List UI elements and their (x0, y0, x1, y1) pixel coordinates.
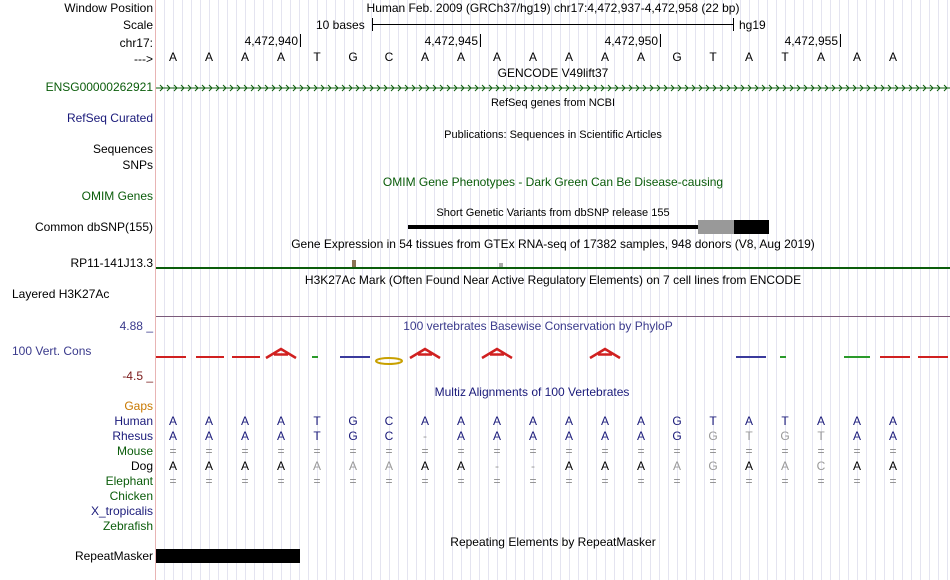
alignment-base: - (531, 459, 535, 473)
alignment-base: A (240, 459, 249, 473)
alignment-base: A (168, 414, 177, 428)
label-sequences[interactable]: Sequences (92, 142, 153, 156)
alignment-base: = (853, 474, 861, 488)
base-letter: A (420, 50, 429, 64)
alignment-base: = (673, 474, 681, 488)
label-dbsnp[interactable]: Common dbSNP(155) (34, 220, 153, 234)
alignment-base: A (168, 459, 177, 473)
publications-title: Publications: Sequences in Scientific Articles (444, 129, 662, 141)
alignment-base: = (457, 444, 465, 458)
alignment-base: A (456, 414, 465, 428)
alignment-base: = (493, 474, 501, 488)
alignment-base: = (205, 474, 213, 488)
alignment-base: = (745, 474, 753, 488)
scale-bar (372, 24, 734, 25)
track-labels (0, 0, 155, 580)
alignment-base: = (637, 474, 645, 488)
alignment-base: A (744, 414, 753, 428)
alignment-base: = (781, 444, 789, 458)
assembly-label: hg19 (739, 18, 766, 32)
alignment-base: = (493, 444, 501, 458)
alignment-base: A (204, 414, 213, 428)
scale-bar-left-cap (372, 18, 373, 31)
alignment-base: A (600, 429, 609, 443)
ruler-tick-mark (660, 34, 661, 47)
ruler-tick-mark (300, 34, 301, 47)
alignment-base: = (529, 474, 537, 488)
alignment-base: A (456, 459, 465, 473)
label-gaps[interactable]: Gaps (124, 399, 153, 413)
alignment-base: A (348, 459, 357, 473)
alignment-base: A (816, 414, 825, 428)
label-scale: Scale (122, 18, 153, 32)
alignment-base: A (528, 429, 537, 443)
alignment-base: = (781, 474, 789, 488)
alignment-base: = (277, 474, 285, 488)
alignment-base: = (457, 474, 465, 488)
alignment-base: T (313, 414, 321, 428)
alignment-base: A (564, 414, 573, 428)
alignment-base: T (817, 429, 825, 443)
phylop-mark (736, 356, 766, 358)
gencode-gene-feature[interactable] (156, 82, 950, 94)
phylop-mark (376, 358, 402, 364)
label-cons-min: -4.5 _ (122, 369, 153, 383)
phylop-mark (482, 349, 512, 358)
base-letter: G (672, 50, 682, 64)
phylop-mark (266, 349, 296, 358)
alignment-base: = (565, 444, 573, 458)
scale-bar-label: 10 bases (316, 18, 365, 32)
ruler-tick-mark (480, 34, 481, 47)
alignment-base: T (313, 429, 321, 443)
label-refseq[interactable]: RefSeq Curated (66, 111, 153, 125)
alignment-base: A (636, 414, 645, 428)
label-snps[interactable]: SNPs (122, 158, 153, 172)
base-letter: A (852, 50, 861, 64)
alignment-base: = (565, 474, 573, 488)
phylop-mark (410, 349, 440, 358)
alignment-base: = (241, 444, 249, 458)
base-letter: A (888, 50, 897, 64)
phylop-mark (340, 356, 370, 358)
alignment-base: A (240, 414, 249, 428)
phylop-mark (156, 356, 186, 358)
alignment-base: = (169, 474, 177, 488)
dbsnp-feature-gray-block[interactable] (698, 220, 734, 234)
alignment-base: G (708, 429, 718, 443)
alignment-base: = (349, 444, 357, 458)
alignment-base: - (495, 459, 499, 473)
phylop-mark (232, 356, 260, 358)
alignment-base: A (204, 459, 213, 473)
gtex-title: Gene Expression in 54 tissues from GTEx RNA-seq of 17382 samples, 948 donors (V8, Aug 2019) (291, 237, 815, 251)
alignment-base: G (672, 429, 682, 443)
track-area[interactable] (156, 0, 950, 580)
alignment-base: = (385, 444, 393, 458)
alignment-base: T (709, 414, 717, 428)
label-chrom: chr17: (119, 36, 153, 50)
alignment-base: A (744, 459, 753, 473)
alignment-base: = (889, 444, 897, 458)
repeatmasker-feature[interactable] (156, 549, 300, 563)
alignment-base: = (169, 444, 177, 458)
ruler-tick-label: 4,472,945 (424, 34, 478, 48)
ruler-tick-label: 4,472,955 (784, 34, 838, 48)
alignment-base: A (420, 414, 429, 428)
species-label[interactable]: Zebrafish (102, 519, 153, 533)
alignment-base: A (600, 459, 609, 473)
gtex-bar-1[interactable] (352, 260, 356, 267)
species-label[interactable]: Rhesus (112, 429, 153, 443)
species-label[interactable]: X_tropicalis (90, 504, 153, 518)
dbsnp-feature[interactable] (408, 225, 698, 229)
alignment-base: = (205, 444, 213, 458)
base-letter: T (313, 50, 321, 64)
alignment-base: C (384, 429, 394, 443)
alignment-base: A (420, 459, 429, 473)
alignment-base: = (241, 474, 249, 488)
species-label[interactable]: Chicken (109, 489, 153, 503)
gencode-title: GENCODE V49lift37 (497, 66, 609, 80)
base-letter: T (709, 50, 717, 64)
h3k27ac-baseline (156, 316, 950, 317)
alignment-base: A (168, 429, 177, 443)
alignment-base: = (817, 474, 825, 488)
phylop-mark (880, 356, 910, 358)
alignment-base: A (600, 414, 609, 428)
alignment-base: T (781, 414, 789, 428)
alignment-base: A (492, 414, 501, 428)
alignment-base: A (888, 414, 897, 428)
ruler-tick-label: 4,472,950 (604, 34, 658, 48)
base-letter: A (600, 50, 609, 64)
alignment-base: = (313, 474, 321, 488)
alignment-base: = (277, 444, 285, 458)
label-rp11[interactable]: RP11-141J13.3 (70, 256, 153, 270)
alignment-base: A (240, 429, 249, 443)
base-letter: A (744, 50, 753, 64)
alignment-base: A (492, 429, 501, 443)
alignment-base: A (204, 429, 213, 443)
alignment-base: = (529, 444, 537, 458)
alignment-base: A (636, 429, 645, 443)
alignment-base: A (888, 459, 897, 473)
alignment-base: = (601, 474, 609, 488)
alignment-base: G (348, 414, 358, 428)
label-cons[interactable]: 100 Vert. Cons (12, 344, 92, 358)
base-letter: A (276, 50, 285, 64)
species-label[interactable]: Dog (130, 459, 153, 473)
label-h3k27ac[interactable]: Layered H3K27Ac (12, 287, 110, 301)
label-window-position: Window Position (64, 1, 153, 15)
alignment-base: = (889, 474, 897, 488)
multiz-title: Multiz Alignments of 100 Vertebrates (434, 385, 630, 399)
alignment-base: = (709, 474, 717, 488)
position-text: Human Feb. 2009 (GRCh37/hg19) chr17:4,472,937-4,472,958 (22 bp) (366, 1, 740, 15)
alignment-base: C (384, 414, 394, 428)
base-letter: A (456, 50, 465, 64)
phylop-logo[interactable] (156, 340, 950, 370)
alignment-base: = (745, 444, 753, 458)
alignment-base: G (780, 429, 790, 443)
alignment-base: C (816, 459, 826, 473)
h3k27ac-title: H3K27Ac Mark (Often Found Near Active Regulatory Elements) on 7 cell lines from ENCODE (304, 273, 802, 287)
base-letter: A (168, 50, 177, 64)
ruler-tick-label: 4,472,940 (244, 34, 298, 48)
alignment-base: = (385, 474, 393, 488)
alignment-base: T (745, 429, 753, 443)
alignment-base: - (423, 429, 427, 443)
base-letter: C (384, 50, 394, 64)
base-letter: A (528, 50, 537, 64)
alignment-base: A (384, 459, 393, 473)
base-letter: A (204, 50, 213, 64)
label-repeatmasker[interactable]: RepeatMasker (74, 549, 153, 563)
phylop-mark (196, 356, 224, 358)
omim-title: OMIM Gene Phenotypes - Dark Green Can Be Disease-causing (382, 175, 724, 189)
refseq-title: RefSeq genes from NCBI (490, 97, 616, 109)
alignment-base: = (601, 444, 609, 458)
scale-bar-right-cap (733, 18, 734, 31)
alignment-base: A (276, 429, 285, 443)
alignment-base: A (888, 429, 897, 443)
alignment-base: = (421, 474, 429, 488)
alignment-base: A (528, 414, 537, 428)
alignment-base: G (672, 414, 682, 428)
alignment-base: A (672, 459, 681, 473)
alignment-base: A (312, 459, 321, 473)
alignment-base: A (852, 429, 861, 443)
label-cons-max: 4.88 _ (119, 319, 153, 333)
alignment-base: = (421, 444, 429, 458)
phylop-mark (844, 356, 870, 358)
alignment-base: G (348, 429, 358, 443)
base-letter: A (636, 50, 645, 64)
phylop-title: 100 vertebrates Basewise Conservation by PhyloP (403, 319, 673, 333)
alignment-base: A (276, 414, 285, 428)
alignment-base: = (349, 474, 357, 488)
species-label[interactable]: Elephant (105, 474, 153, 488)
alignment-base: A (564, 429, 573, 443)
alignment-base: A (636, 459, 645, 473)
phylop-mark (312, 356, 318, 358)
alignment-base: = (853, 444, 861, 458)
species-label[interactable]: Human (114, 414, 153, 428)
dbsnp-feature-block[interactable] (734, 220, 769, 234)
base-letter: G (348, 50, 358, 64)
gtex-baseline (156, 267, 950, 269)
alignment-base: A (780, 459, 789, 473)
alignment-base: G (708, 459, 718, 473)
base-letter: A (816, 50, 825, 64)
alignment-base: = (313, 444, 321, 458)
label-omim[interactable]: OMIM Genes (81, 189, 153, 203)
alignment-base: A (564, 459, 573, 473)
alignment-base: A (852, 414, 861, 428)
alignment-base: A (852, 459, 861, 473)
base-letter: A (240, 50, 249, 64)
base-letter: A (492, 50, 501, 64)
label-gencode-gene[interactable]: ENSG00000262921 (45, 80, 153, 94)
phylop-mark (590, 349, 620, 358)
ruler-tick-mark (840, 34, 841, 47)
dbsnp-title: Short Genetic Variants from dbSNP release 155 (436, 207, 670, 219)
alignment-base: A (276, 459, 285, 473)
label-arrow: ---> (134, 52, 153, 66)
alignment-base: = (709, 444, 717, 458)
base-letter: T (781, 50, 789, 64)
alignment-base: A (456, 429, 465, 443)
phylop-mark (780, 356, 786, 358)
species-label[interactable]: Mouse (116, 444, 153, 458)
phylop-mark (918, 356, 948, 358)
rmsk-title: Repeating Elements by RepeatMasker (450, 535, 656, 549)
base-letter: A (564, 50, 573, 64)
alignment-base: = (637, 444, 645, 458)
alignment-base: = (673, 444, 681, 458)
alignment-base: = (817, 444, 825, 458)
